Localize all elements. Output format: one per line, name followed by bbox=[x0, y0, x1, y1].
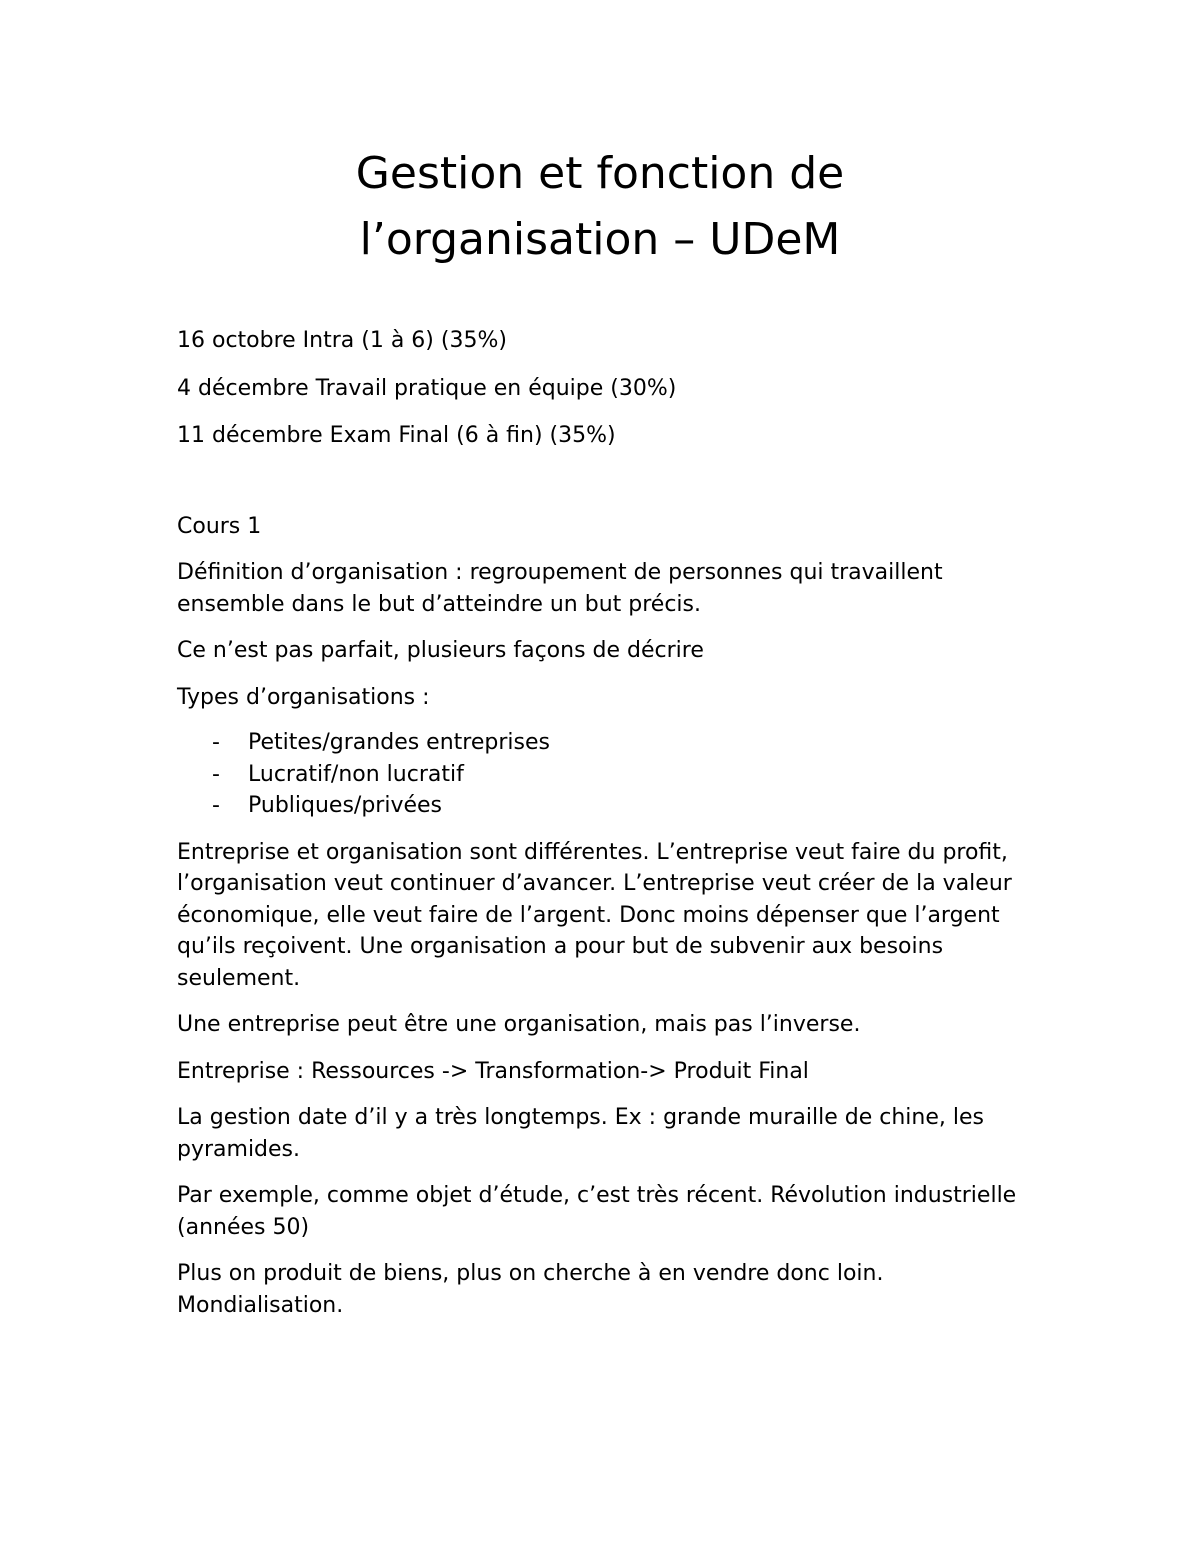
document-body bbox=[177, 325, 1037, 1336]
body-paragraph: Entreprise et organisation sont différentes. L’entreprise veut faire du profit, l’organisation veut continuer d’avancer. L’entreprise veut créer de la valeur économique, elle veut faire de l’argent. Donc moins dépenser que l’argent qu’ils reçoivent. Une organisation a pour but de subvenir aux besoins seulement. bbox=[177, 839, 1012, 991]
list-item bbox=[177, 790, 1037, 822]
body-paragraph: Par exemple, comme objet d’étude, c’est très récent. Révolution industrielle (années 50) bbox=[177, 1183, 1017, 1240]
body-paragraph: La gestion date d’il y a très longtemps. Ex : grande muraille de chine, les pyramides. bbox=[177, 1105, 984, 1162]
body-paragraph: Entreprise : Ressources -> Transformation-> Produit Final bbox=[177, 1058, 809, 1084]
bullet-dash: - bbox=[212, 761, 220, 787]
blank-line bbox=[177, 468, 1037, 511]
body-paragraph: Une entreprise peut être une organisation, mais pas l’inverse. bbox=[177, 1012, 861, 1037]
list-item-text: Petites/grandes entreprises bbox=[248, 730, 550, 755]
types-list bbox=[177, 727, 1037, 822]
list-item bbox=[177, 727, 1037, 759]
bullet-dash: - bbox=[212, 793, 220, 818]
not-perfect-paragraph: Ce n’est pas parfait, plusieurs façons de décrire bbox=[177, 638, 704, 663]
types-heading: Types d’organisations : bbox=[177, 684, 430, 710]
document-title bbox=[0, 141, 1200, 273]
definition-paragraph: Définition d’organisation : regroupement de personnes qui travaillent ensemble dans le but d’atteindre un but précis. bbox=[177, 560, 943, 617]
schedule-item: 16 octobre Intra (1 à 6) (35%) bbox=[177, 328, 507, 353]
title-line-2: l’organisation – UDeM bbox=[359, 214, 841, 265]
body-paragraph: Plus on produit de biens, plus on cherche à en vendre donc loin. Mondialisation. bbox=[177, 1261, 884, 1318]
schedule-item: 11 décembre Exam Final (6 à fin) (35%) bbox=[177, 423, 616, 448]
title-line-1: Gestion et fonction de bbox=[355, 148, 845, 199]
list-item bbox=[177, 759, 1037, 791]
list-item-text: Publiques/privées bbox=[248, 793, 443, 818]
course-heading: Cours 1 bbox=[177, 513, 262, 539]
schedule-item: 4 décembre Travail pratique en équipe (30%) bbox=[177, 375, 677, 401]
bullet-dash: - bbox=[212, 730, 220, 755]
schedule-list bbox=[177, 325, 1037, 452]
list-item-text: Lucratif/non lucratif bbox=[248, 761, 464, 787]
